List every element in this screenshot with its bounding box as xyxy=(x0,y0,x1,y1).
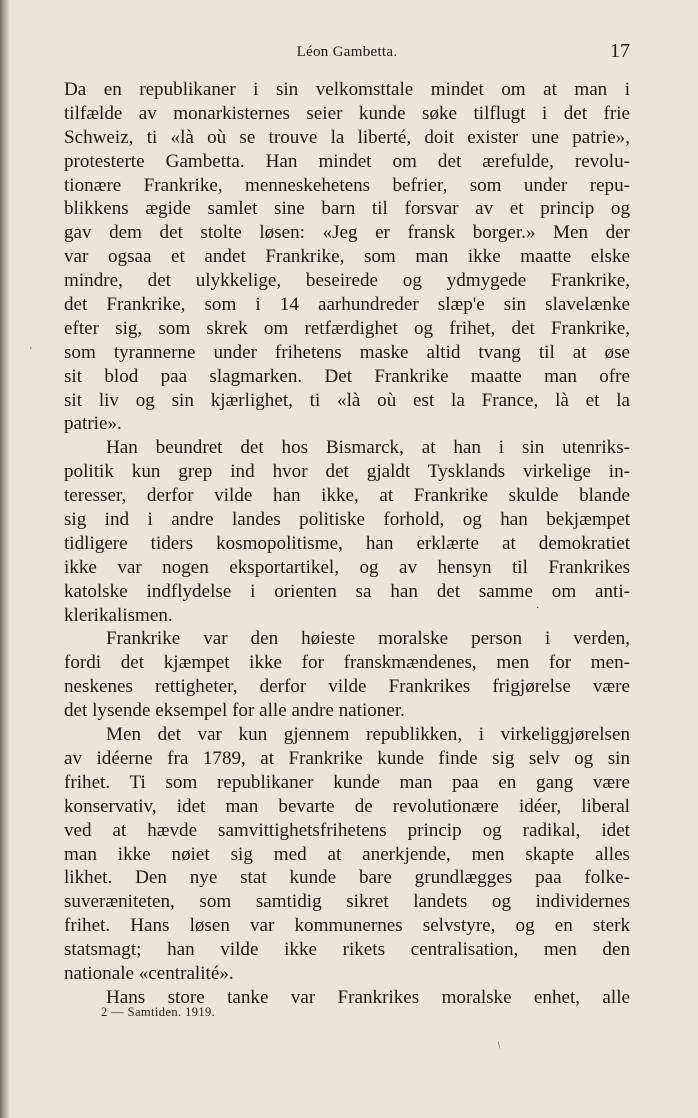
text-line: Schweiz, ti «là où se trouve la liberté, doit exister une patrie», xyxy=(64,126,630,148)
page-header xyxy=(64,40,630,66)
body-text xyxy=(64,78,630,1010)
page-number: 17 xyxy=(610,40,630,62)
text-line: ikke var nogen eksportartikel, og av hensyn til Frankrikes xyxy=(64,556,630,578)
text-line: tilfælde av monarkisternes seier kunde søke tilflugt i det frie xyxy=(64,102,630,124)
text-line: gav dem det stolte løsen: «Jeg er fransk borger.» Men der xyxy=(64,222,630,244)
text-line: det lysende eksempel for alle andre nationer. xyxy=(64,700,405,722)
text-line: fordi det kjæmpet ikke for franskmændenes, men for men- xyxy=(64,652,630,674)
text-line: suveræniteten, som samtidig sikret landets og individernes xyxy=(64,891,630,913)
text-line: som tyrannerne under frihetens maske altid tvang til at øse xyxy=(64,341,630,363)
text-line: neskenes rettigheter, derfor vilde Frankrikes frigjørelse være xyxy=(64,676,630,698)
running-title: Léon Gambetta. xyxy=(296,44,398,60)
text-line: tionære Frankrike, menneskehetens befrier, som under repu- xyxy=(64,174,630,196)
text-line: konservativ, idet man bevarte de revolutionære idéer, liberal xyxy=(64,795,630,817)
text-line: nationale «centralité». xyxy=(64,962,234,984)
text-line: likhet. Den nye stat kunde bare grundlægges paa folke- xyxy=(64,867,630,889)
text-line: Frankrike var den høieste moralske person i verden, xyxy=(106,628,630,650)
text-line: katolske indflydelse i orienten sa han det samme om anti- xyxy=(64,580,630,602)
text-line: Men det var kun gjennem republikken, i virkeliggjørelsen xyxy=(106,724,630,746)
text-line: ved at hævde samvittighetsfrihetens princip og radikal, idet xyxy=(64,819,630,841)
text-line: blikkens ægide samlet sine barn til forsvar av et princip og xyxy=(64,198,630,220)
text-line: av idéerne fra 1789, at Frankrike kunde finde sig selv og sin xyxy=(64,747,630,769)
text-line: teresser, derfor vilde han ikke, at Frankrike skulde blande xyxy=(64,485,630,507)
text-line: statsmagt; han vilde ikke rikets centralisation, men den xyxy=(64,939,630,961)
text-line: klerikalismen. xyxy=(64,604,173,626)
text-line: politik kun grep ind hvor det gjaldt Tysklands virkelige in- xyxy=(64,461,630,483)
text-line: var ogsaa et andet Frankrike, som man ikke maatte elske xyxy=(64,246,630,268)
margin-speck: ' xyxy=(30,346,32,357)
ink-speck: · xyxy=(536,603,540,614)
text-line: Han beundret det hos Bismarck, at han i sin utenriks- xyxy=(106,437,630,459)
text-line: tidligere tiders kosmopolitisme, han erklærte at demokratiet xyxy=(64,532,630,554)
text-line: frihet. Ti som republikaner kunde man paa en gang være xyxy=(64,771,630,793)
text-line: frihet. Hans løsen var kommunernes selvstyre, og en sterk xyxy=(64,915,630,937)
text-line: sit liv og sin kjærlighet, ti «là où est la France, là et la xyxy=(64,389,630,411)
text-line: Da en republikaner i sin velkomsttale mindet om at man i xyxy=(64,79,630,100)
text-line: patrie». xyxy=(64,413,122,435)
text-line: Hans store tanke var Frankrikes moralske enhet, alle xyxy=(106,986,630,1008)
page-binding-edge xyxy=(0,0,10,1118)
text-line: mindre, det ulykkelige, beseirede og ydmygede Frankrike, xyxy=(64,270,630,292)
text-line: protesterte Gambetta. Han mindet om det ærefulde, revolu- xyxy=(64,150,630,172)
text-line: sig ind i andre landes politiske forhold, og han bekjæmpet xyxy=(64,509,630,531)
text-line: efter sig, som skrek om retfærdighet og frihet, det Frankrike, xyxy=(64,317,630,339)
text-line: man ikke nøiet sig med at anerkjende, men skapte alles xyxy=(64,843,630,865)
text-line: sit blod paa slagmarken. Det Frankrike maatte man ofre xyxy=(64,365,630,387)
text-line: det Frankrike, som i 14 aarhundreder slæp'e sin slavelænke xyxy=(64,294,630,316)
signature-line: 2 — Samtiden. 1919. xyxy=(101,1005,216,1019)
pencil-mark: / xyxy=(495,1040,504,1051)
